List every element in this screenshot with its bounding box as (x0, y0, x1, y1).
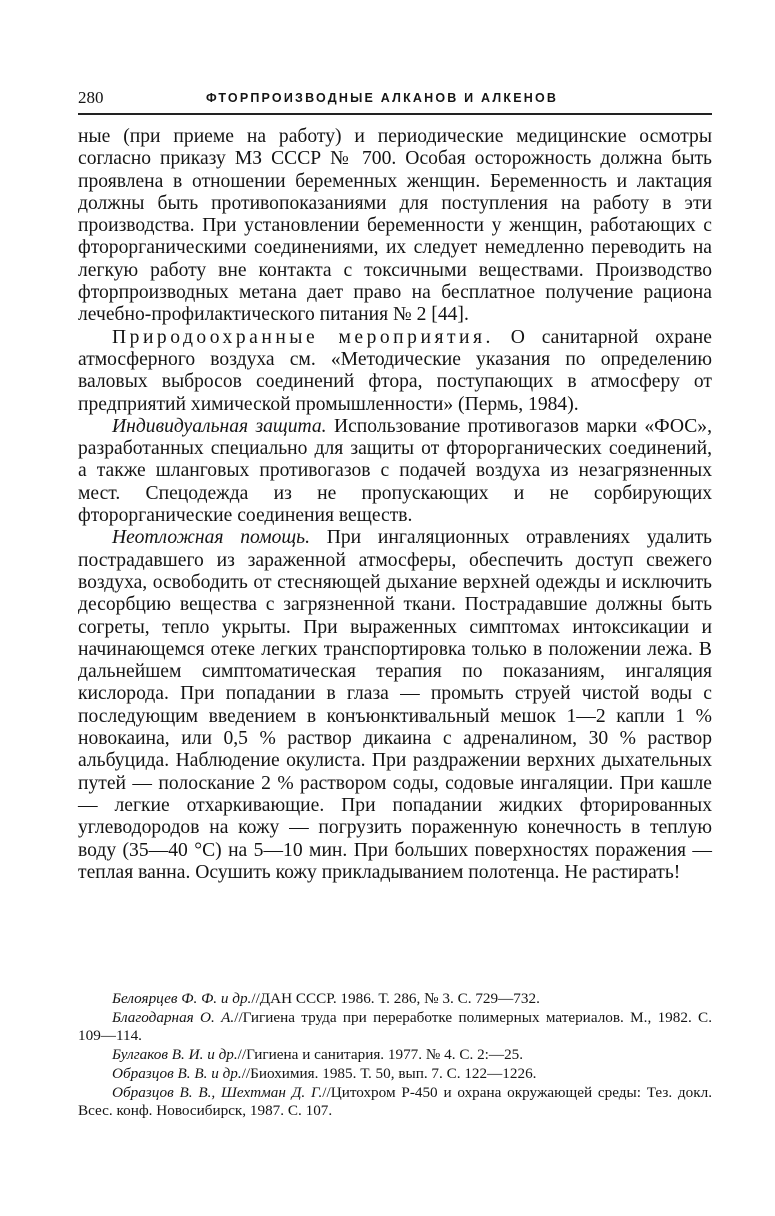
paragraph-protection (78, 416, 712, 527)
reference-item (78, 1046, 712, 1065)
page-header (78, 86, 712, 114)
reference-authors: Благодарная О. А. (112, 1008, 235, 1026)
page-number: 280 (78, 88, 104, 107)
text-environmental: О санитарной охране атмосферного воздуха см. «Методические указания по определению валовых выбросов соединений фтора, поступающих в атмосферу от предприятий химической промышленности» (Пермь, 1984). (78, 326, 712, 415)
heading-protection: Индивидуальная защита. (112, 415, 327, 437)
reference-source: //Цитохром Р-450 и охрана окружающей среды: Тез. докл. Всес. конф. Новосибирск, 1987. С. 107. (78, 1083, 712, 1120)
body-text (78, 126, 712, 884)
text-protection: Использование противогазов марки «ФОС», разработанных специально для защиты от фторорганических соединений, а также шланговых противогазов с подачей воздуха из незагрязненных мест. Спецодежда из не пропускающих и не сорбирующих фторорганические соединения веществ. (78, 415, 712, 527)
reference-item (78, 990, 712, 1009)
header-rule (78, 113, 712, 115)
paragraph-first-aid (78, 527, 712, 884)
running-title: ФТОРПРОИЗВОДНЫЕ АЛКАНОВ И АЛКЕНОВ (206, 91, 559, 105)
heading-first-aid: Неотложная помощь. (112, 527, 310, 549)
paragraph-continuation: ные (при приеме на работу) и периодические медицинские осмотры согласно приказу МЗ СССР № 700. Особая осторожность должна быть проявлена в отношении беременных женщин. Беременность и лактация должны быть противопоказаниями для поступления на работу в эти производства. При установлении беременности у женщин, работающих с фторорганическими соединениями, их следует немедленно переводить на легкую работу вне контакта с токсичными веществами. Производство фторпроизводных метана дает право на бесплатное получение рациона лечебно-профилактического питания № 2 [44]. (78, 126, 712, 326)
reference-item (78, 1084, 712, 1121)
reference-authors: Белоярцев Ф. Ф. и др. (112, 990, 252, 1007)
reference-authors: Образцов В. В., Шехтман Д. Г. (112, 1083, 323, 1101)
reference-item (78, 1009, 712, 1046)
reference-item (78, 1065, 712, 1084)
reference-authors: Образцов В. В. и др. (112, 1064, 242, 1082)
reference-source: //ДАН СССР. 1986. Т. 286, № 3. С. 729—732. (251, 990, 540, 1007)
paragraph-environmental (78, 327, 712, 416)
references-list (78, 990, 712, 1121)
text-first-aid: При ингаляционных отравлениях удалить пострадавшего из зараженной атмосферы, обеспечить доступ свежего воздуха, освободить от стесняющей дыхание верхней одежды и исключить десорбцию вещества с загрязненной ткани. Пострадавшие должны быть согреты, тепло укрыты. При выраженных симптомах интоксикации и начинающемся отеке легких транспортировка только в положении лежа. В дальнейшем симптоматическая терапия по показаниям, ингаляция кислорода. При попадании в глаза — промыть струей чистой воды с последующим введением в конъюнктивальный мешок 1—2 капли 1 % новокаина, или 0,5 % раствор дикаина с адреналином, 30 % раствор альбуцида. Наблюдение окулиста. При раздражении верхних дыхательных путей — полоскание 2 % раствором соды, содовые ингаляции. При кашле — легкие отхаркивающие. При попадании жидких фторированных углеводородов на кожу — погрузить пораженную конечность в теплую воду (35—40 °С) на 5—10 мин. При больших поверхностях поражения — теплая ванна. Осушить кожу прикладыванием полотенца. Не растирать! (78, 527, 712, 883)
heading-environmental: Природоохранные мероприятия. (112, 326, 494, 348)
reference-authors: Булгаков В. И. и др. (112, 1046, 238, 1064)
reference-source: //Гигиена и санитария. 1977. № 4. С. 2‍:—25. (237, 1046, 524, 1064)
reference-source: //Гигиена труда при переработке полимерных материалов. М., 1982. С. 109—114. (78, 1008, 712, 1045)
reference-source: //Биохимия. 1985. Т. 50, вып. 7. С. 122‍—1226. (241, 1064, 537, 1082)
